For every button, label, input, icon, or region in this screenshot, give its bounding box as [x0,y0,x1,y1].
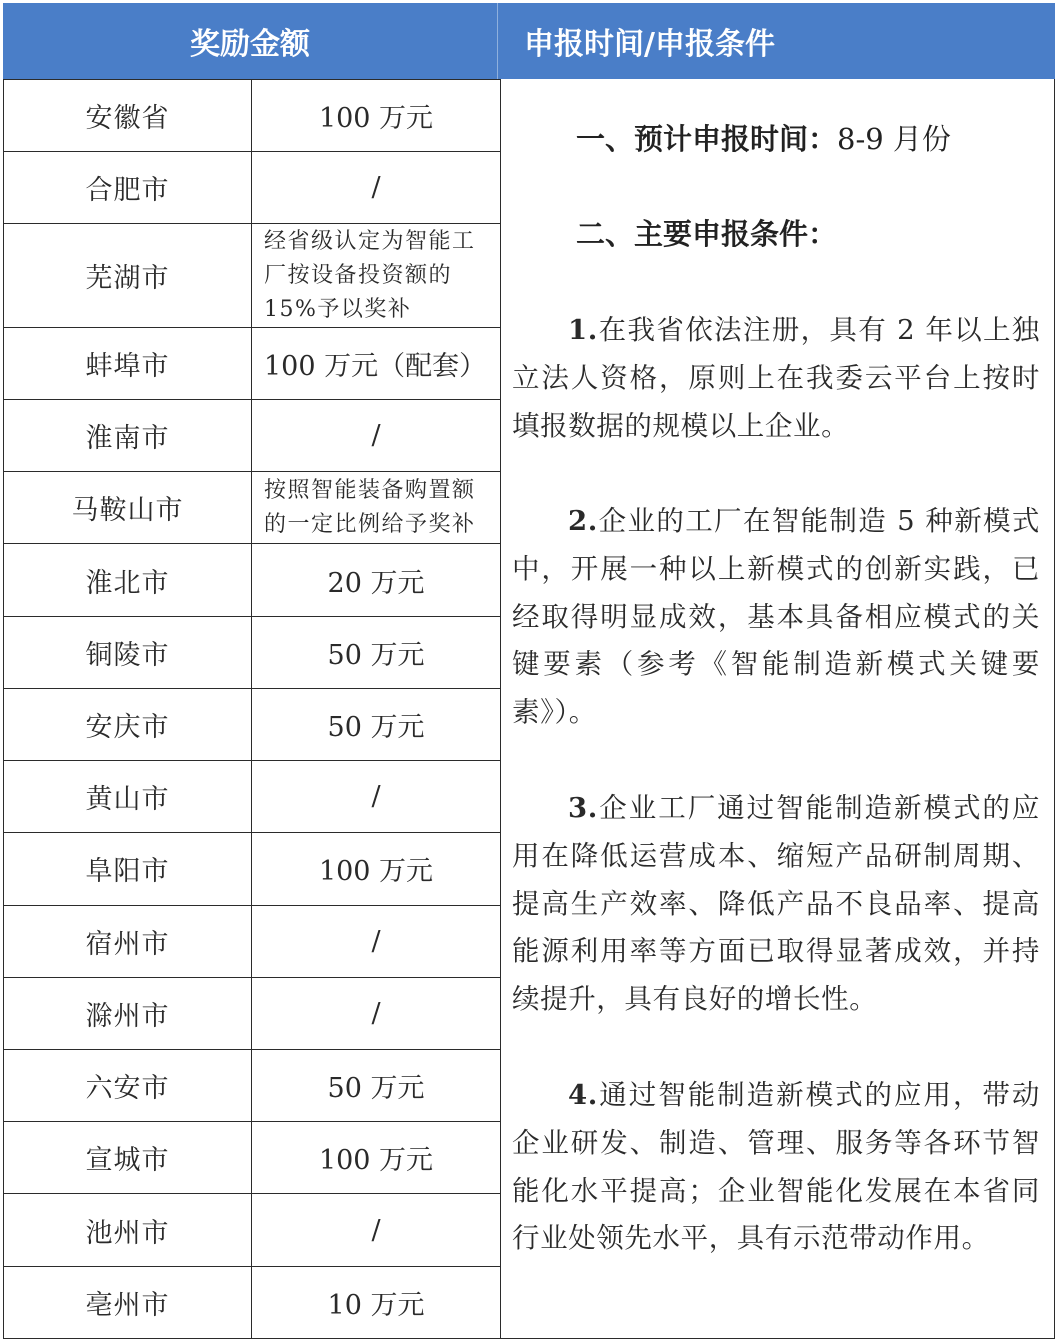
city-name: 芜湖市 [4,224,252,327]
condition-text: 通过智能制造新模式的应用，带动企业研发、制造、管理、服务等各环节智能化水平提高；企业智能化发展在本省同行业处领先水平，具有示范带动作用。 [512,1079,1040,1255]
table-row [4,833,501,905]
reward-amount: 50 万元 [252,1049,501,1121]
city-name: 黄山市 [4,761,252,833]
table-row [4,977,501,1049]
table-row [4,905,501,977]
city-name: 宣城市 [4,1122,252,1194]
city-name: 淮南市 [4,399,252,471]
city-name: 马鞍山市 [4,472,252,544]
city-name: 安庆市 [4,688,252,760]
table-row [4,152,501,224]
reward-amount: / [252,152,501,224]
table-row [4,399,501,471]
reward-amount: 10 万元 [252,1266,501,1338]
reward-amount: / [252,977,501,1049]
city-name: 滁州市 [4,977,252,1049]
time-value: 8-9 月份 [837,122,951,156]
reward-amount: / [252,1194,501,1266]
reward-amount: 100 万元（配套） [252,327,501,399]
reward-amount: 20 万元 [252,544,501,616]
table-row [4,1266,501,1338]
time-heading [576,117,951,158]
table-row [4,1049,501,1121]
city-name: 亳州市 [4,1266,252,1338]
reward-amount: 50 万元 [252,688,501,760]
reward-amount: 100 万元 [252,833,501,905]
condition-number: 4. [568,1079,598,1111]
condition-text: 企业工厂通过智能制造新模式的应用在降低运营成本、缩短产品研制周期、提高生产效率、降低产品不良品率、提高能源利用率等方面已取得显著成效，并持续提升，具有良好的增长性。 [512,792,1040,1016]
reward-amount: 100 万元 [252,80,501,152]
conditions-heading: 二、主要申报条件： [576,217,838,251]
reward-table [3,79,501,1339]
condition-text: 企业的工厂在智能制造 5 种新模式中，开展一种以上新模式的创新实践，已经取得明显成效，基本具备相应模式的关键要素（参考《智能制造新模式关键要素》）。 [512,505,1040,729]
condition-number: 3. [568,792,598,824]
header-reward-amount: 奖励金额 [3,3,498,79]
reward-amount: / [252,905,501,977]
document-page [3,3,1055,1339]
conditions-panel [498,79,1055,1339]
condition-number: 1. [568,314,598,346]
header-application-time-conditions: 申报时间/申报条件 [498,3,1055,79]
condition-number: 2. [568,505,598,537]
table-row [4,1122,501,1194]
city-name: 宿州市 [4,905,252,977]
city-name: 安徽省 [4,80,252,152]
table-row [4,224,501,327]
table-row [4,544,501,616]
table-row [4,80,501,152]
city-name: 淮北市 [4,544,252,616]
table-row [4,761,501,833]
table-row [4,1194,501,1266]
condition-item [512,498,1040,737]
condition-item [512,785,1040,1024]
condition-text: 在我省依法注册，具有 2 年以上独立法人资格，原则上在我委云平台上按时填报数据的规模以上企业。 [512,314,1040,442]
city-name: 池州市 [4,1194,252,1266]
reward-amount: / [252,761,501,833]
reward-amount: 50 万元 [252,616,501,688]
reward-amount: 100 万元 [252,1122,501,1194]
table-row [4,327,501,399]
reward-amount: 按照智能装备购置额的一定比例给予奖补 [252,472,501,544]
table-row [4,616,501,688]
reward-amount: / [252,399,501,471]
time-label: 一、预计申报时间： [576,122,838,156]
reward-amount: 经省级认定为智能工厂按设备投资额的 15%予以奖补 [252,224,501,327]
city-name: 蚌埠市 [4,327,252,399]
city-name: 合肥市 [4,152,252,224]
city-name: 铜陵市 [4,616,252,688]
condition-item [512,307,1040,450]
city-name: 阜阳市 [4,833,252,905]
city-name: 六安市 [4,1049,252,1121]
table-row [4,688,501,760]
table-row [4,472,501,544]
condition-item [512,1072,1040,1263]
